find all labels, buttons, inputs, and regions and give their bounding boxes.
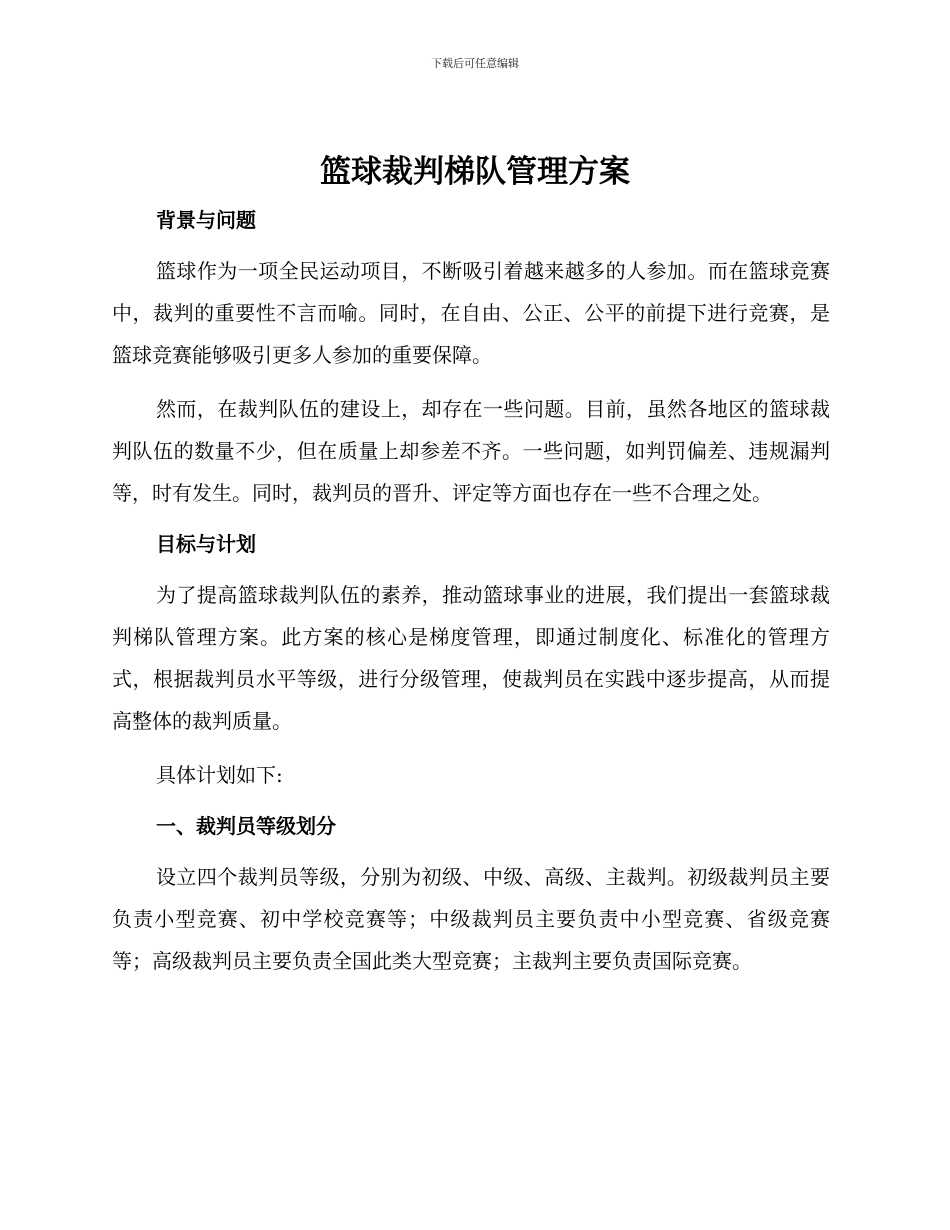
document-title: 篮球裁判梯队管理方案 bbox=[320, 154, 630, 190]
section-heading-background: 背景与问题 bbox=[156, 208, 256, 232]
section-heading-goals: 目标与计划 bbox=[156, 532, 256, 556]
section-heading-levels: 一、裁判员等级划分 bbox=[156, 814, 336, 838]
header-note: 下载后可任意编辑 bbox=[431, 57, 519, 70]
paragraph-goals-1: 为了提高篮球裁判队伍的素养，推动篮球事业的进展，我们提出一套篮球裁判梯队管理方案。此方案的核心是梯度管理，即通过制度化、标准化的管理方式，根据裁判员水平等级，进行分级管理，使裁判员在实践中逐步提高，从而提高整体的裁判质量。 bbox=[112, 583, 830, 733]
paragraph-goals-2: 具体计划如下: bbox=[156, 763, 283, 787]
paragraph-background-2: 然而，在裁判队伍的建设上，却存在一些问题。目前，虽然各地区的篮球裁判队伍的数量不少，但在质量上却参差不齐。一些问题，如判罚偏差、违规漏判等，时有发生。同时，裁判员的晋升、评定等方面也存在一些不合理之处。 bbox=[112, 397, 830, 505]
paragraph-levels-1: 设立四个裁判员等级，分别为初级、中级、高级、主裁判。初级裁判员主要负责小型竞赛、初中学校竞赛等；中级裁判员主要负责中小型竞赛、省级竞赛等；高级裁判员主要负责全国此类大型竞赛；主裁判主要负责国际竞赛。 bbox=[112, 865, 830, 973]
paragraph-background-1: 篮球作为一项全民运动项目，不断吸引着越来越多的人参加。而在篮球竞赛中，裁判的重要性不言而喻。同时，在自由、公正、公平的前提下进行竞赛，是篮球竞赛能够吸引更多人参加的重要保障。 bbox=[112, 259, 830, 367]
document-body bbox=[112, 202, 830, 982]
